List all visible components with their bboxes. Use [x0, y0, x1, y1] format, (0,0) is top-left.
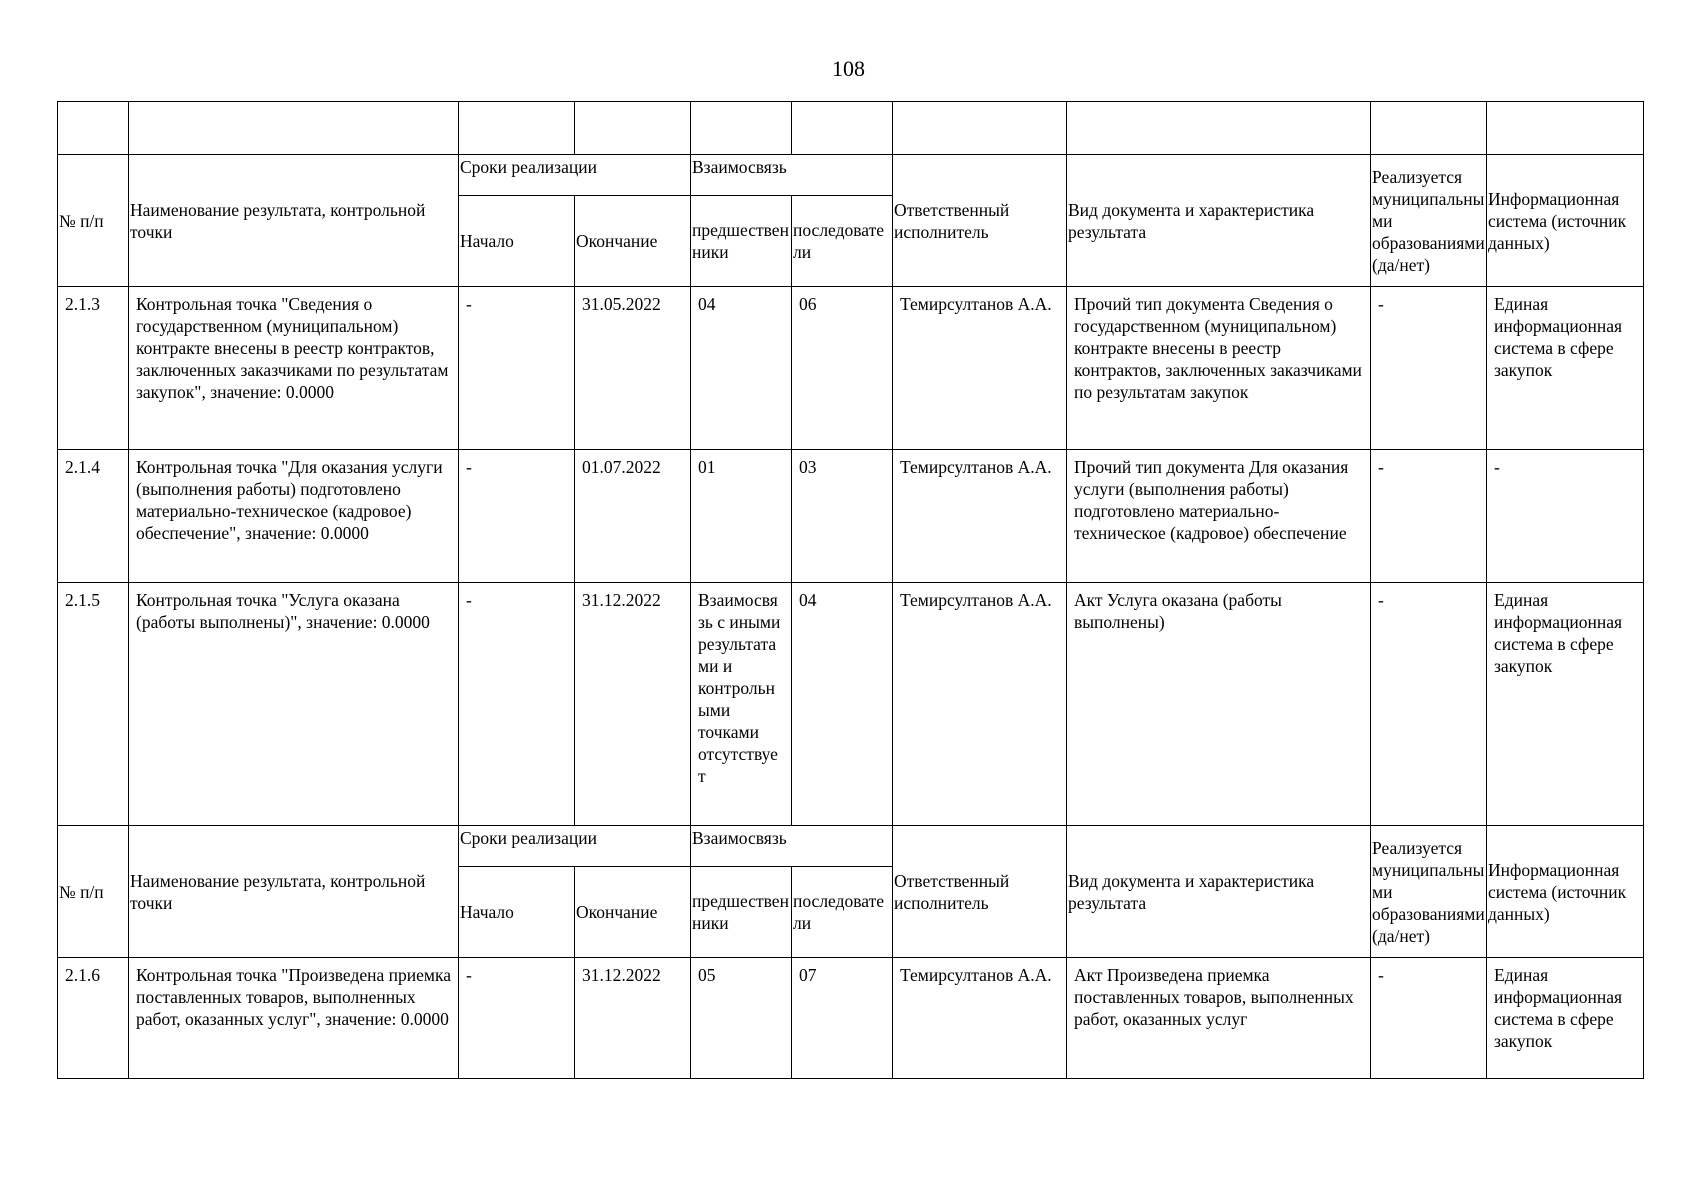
header-responsible: Ответственный исполнитель	[893, 826, 1067, 958]
cell-responsible: Темирсултанов А.А.	[893, 958, 1067, 1079]
cell-start: -	[459, 583, 575, 826]
cell-predecessors: Взаимосвязь с иными результатами и контрольными точками отсутствует	[691, 583, 792, 826]
header-start: Начало	[459, 196, 575, 287]
header-name: Наименование результата, контрольной точки	[129, 155, 459, 287]
cell-num: 2.1.3	[58, 287, 129, 450]
cell-name: Контрольная точка "Услуга оказана (работы выполнены)", значение: 0.0000	[129, 583, 459, 826]
cell-start: -	[459, 287, 575, 450]
cell-municipal: -	[1371, 450, 1487, 583]
page-number: 108	[832, 56, 865, 81]
cell-num: 2.1.4	[58, 450, 129, 583]
header-end: Окончание	[575, 196, 691, 287]
cell-end: 01.07.2022	[575, 450, 691, 583]
cell-successors: 03	[792, 450, 893, 583]
cell-start: -	[459, 958, 575, 1079]
header-relation: Взаимосвязь	[691, 826, 893, 867]
blank-cell	[691, 102, 792, 155]
header-terms: Сроки реализации	[459, 155, 691, 196]
header-num: № п/п	[58, 826, 129, 958]
header-name: Наименование результата, контрольной точки	[129, 826, 459, 958]
cell-successors: 04	[792, 583, 893, 826]
cell-name: Контрольная точка "Произведена приемка поставленных товаров, выполненных работ, оказанных услуг", значение: 0.0000	[129, 958, 459, 1079]
header-successors: последователи	[792, 196, 893, 287]
cell-name: Контрольная точка "Для оказания услуги (выполнения работы) подготовлено материально-техническое (кадровое) обеспечение", значение: 0.0000	[129, 450, 459, 583]
cell-info-system: Единая информационная система в сфере закупок	[1487, 583, 1644, 826]
blank-row	[58, 102, 1644, 155]
cell-start: -	[459, 450, 575, 583]
cell-responsible: Темирсултанов А.А.	[893, 287, 1067, 450]
table-row	[58, 958, 1644, 1079]
blank-cell	[1371, 102, 1487, 155]
table-row	[58, 287, 1644, 450]
header-successors: последователи	[792, 867, 893, 958]
cell-municipal: -	[1371, 958, 1487, 1079]
cell-info-system: Единая информационная система в сфере закупок	[1487, 958, 1644, 1079]
cell-info-system: -	[1487, 450, 1644, 583]
header-municipal: Реализуется муниципальными образованиями (да/нет)	[1371, 155, 1487, 287]
cell-predecessors: 01	[691, 450, 792, 583]
header-terms: Сроки реализации	[459, 826, 691, 867]
cell-predecessors: 05	[691, 958, 792, 1079]
blank-cell	[1487, 102, 1644, 155]
cell-predecessors: 04	[691, 287, 792, 450]
cell-doc-type: Акт Произведена приемка поставленных товаров, выполненных работ, оказанных услуг	[1067, 958, 1371, 1079]
header-responsible: Ответственный исполнитель	[893, 155, 1067, 287]
cell-responsible: Темирсултанов А.А.	[893, 583, 1067, 826]
cell-num: 2.1.5	[58, 583, 129, 826]
header-doc-type: Вид документа и характеристика результата	[1067, 826, 1371, 958]
header-row	[58, 155, 1644, 196]
blank-cell	[129, 102, 459, 155]
blank-cell	[459, 102, 575, 155]
cell-successors: 06	[792, 287, 893, 450]
cell-municipal: -	[1371, 287, 1487, 450]
header-predecessors: предшественники	[691, 867, 792, 958]
header-start: Начало	[459, 867, 575, 958]
blank-cell	[1067, 102, 1371, 155]
header-row-repeat	[58, 826, 1644, 867]
control-points-table	[57, 101, 1644, 1079]
cell-end: 31.12.2022	[575, 583, 691, 826]
cell-end: 31.05.2022	[575, 287, 691, 450]
blank-cell	[58, 102, 129, 155]
header-info-system: Информационная система (источник данных)	[1487, 826, 1644, 958]
table-row	[58, 450, 1644, 583]
cell-doc-type: Прочий тип документа Сведения о государственном (муниципальном) контракте внесены в реестр контрактов, заключенных заказчиками по результатам закупок	[1067, 287, 1371, 450]
cell-num: 2.1.6	[58, 958, 129, 1079]
cell-end: 31.12.2022	[575, 958, 691, 1079]
header-info-system: Информационная система (источник данных)	[1487, 155, 1644, 287]
header-doc-type: Вид документа и характеристика результата	[1067, 155, 1371, 287]
header-relation: Взаимосвязь	[691, 155, 893, 196]
header-end: Окончание	[575, 867, 691, 958]
blank-cell	[893, 102, 1067, 155]
cell-successors: 07	[792, 958, 893, 1079]
cell-responsible: Темирсултанов А.А.	[893, 450, 1067, 583]
blank-cell	[575, 102, 691, 155]
blank-cell	[792, 102, 893, 155]
header-predecessors: предшественники	[691, 196, 792, 287]
cell-doc-type: Прочий тип документа Для оказания услуги (выполнения работы) подготовлено материально-техническое (кадровое) обеспечение	[1067, 450, 1371, 583]
cell-name: Контрольная точка "Сведения о государственном (муниципальном) контракте внесены в реестр контрактов, заключенных заказчиками по результатам закупок", значение: 0.0000	[129, 287, 459, 450]
header-num: № п/п	[58, 155, 129, 287]
header-municipal: Реализуется муниципальными образованиями (да/нет)	[1371, 826, 1487, 958]
cell-doc-type: Акт Услуга оказана (работы выполнены)	[1067, 583, 1371, 826]
cell-info-system: Единая информационная система в сфере закупок	[1487, 287, 1644, 450]
cell-municipal: -	[1371, 583, 1487, 826]
table-row	[58, 583, 1644, 826]
